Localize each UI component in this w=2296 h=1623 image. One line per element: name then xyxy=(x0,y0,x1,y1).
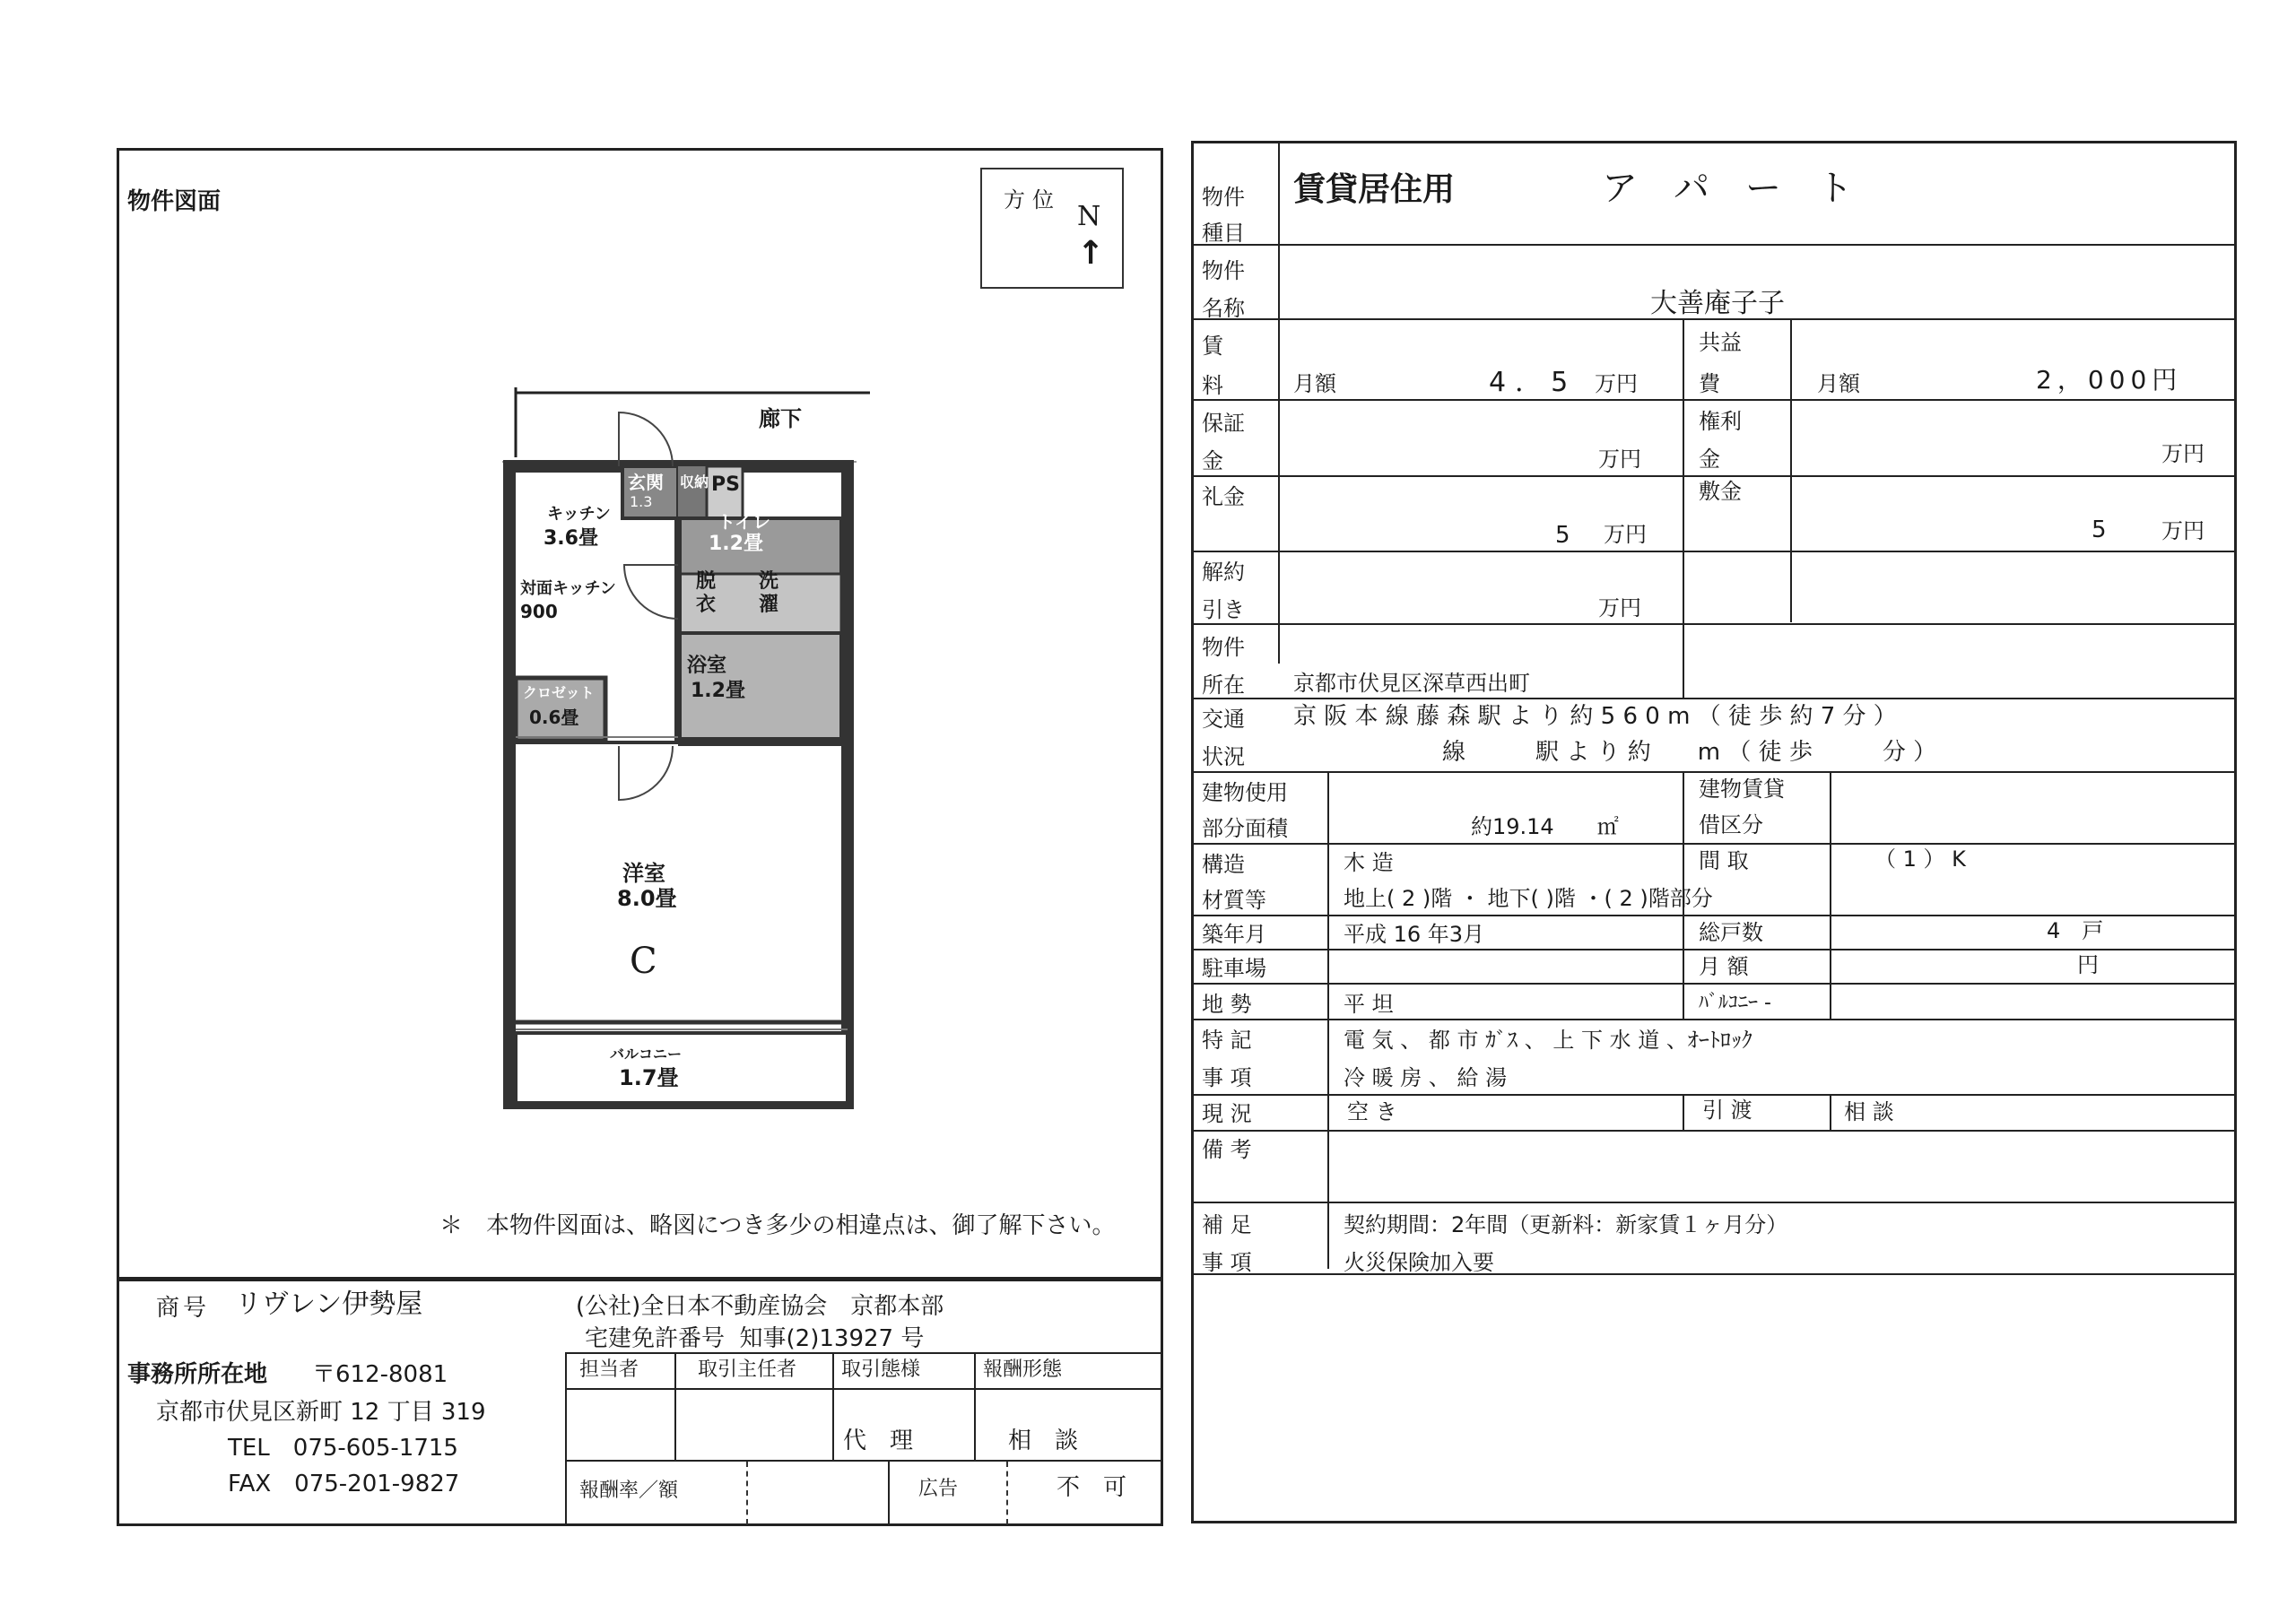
trade-label: 商号 xyxy=(156,1295,211,1322)
fee-form-header: 報酬形態 xyxy=(983,1358,1063,1381)
status-value: 空 き xyxy=(1347,1099,1397,1124)
floors-value: 地上( 2 )階 ・ 地下( )階 ・( 2 )階部分 xyxy=(1344,886,1713,911)
traffic-label-1: 交通 xyxy=(1202,707,1245,732)
western-room-size: 8.0畳 xyxy=(617,886,677,911)
dressing-label-2: 衣 xyxy=(696,594,717,616)
deposit-label-2: 金 xyxy=(1202,448,1223,473)
ps-label: PS xyxy=(711,473,740,496)
office-label: 事務所所在地 xyxy=(127,1361,268,1388)
transaction-mode-header: 取引態様 xyxy=(841,1358,921,1381)
layout-value: （ 1 ） K xyxy=(1874,846,1966,872)
fee-rate-label: 報酬率／額 xyxy=(579,1480,679,1502)
special-label-2: 事 項 xyxy=(1202,1065,1252,1090)
name-label-1: 物件 xyxy=(1202,258,1245,283)
shikikin-value: 5 xyxy=(2092,516,2107,543)
area-label-2: 部分面積 xyxy=(1202,816,1288,841)
dressing-label-1: 脱 xyxy=(696,570,717,593)
association: (公社)全日本不動産協会 京都本部 xyxy=(576,1293,944,1320)
key-money-unit: 万円 xyxy=(2161,441,2205,466)
terrain-value: 平 坦 xyxy=(1344,992,1394,1017)
closet-label: クロゼット xyxy=(523,684,595,701)
entrance-area: 1.3 xyxy=(630,493,653,510)
handover-label: 引 渡 xyxy=(1702,1098,1752,1123)
kitchen-label: キッチン xyxy=(547,505,611,524)
trade-name: リヴレン伊勢屋 xyxy=(235,1289,423,1320)
common-fee-label-2: 費 xyxy=(1699,371,1720,396)
reikin-unit: 万円 xyxy=(1604,522,1647,547)
area-label-1: 建物使用 xyxy=(1202,780,1288,805)
washing-label-1: 洗 xyxy=(759,570,779,593)
bath-size: 1.2畳 xyxy=(691,680,745,702)
property-name: 大善庵子子 xyxy=(1650,288,1785,319)
storage-label: 収納 xyxy=(680,473,709,490)
telephone: TEL 075-605-1715 xyxy=(228,1435,458,1462)
rent-label-2: 料 xyxy=(1202,373,1223,398)
fee-form-value: 相 談 xyxy=(1008,1428,1079,1454)
common-fee-label-1: 共益 xyxy=(1699,330,1742,355)
postal-code: 〒612-8081 xyxy=(312,1361,448,1388)
cancellation-label-1: 解約 xyxy=(1202,560,1245,585)
shikikin-label: 敷金 xyxy=(1699,479,1742,504)
common-fee-value: 2，000円 xyxy=(2036,365,2183,395)
supplement-label-1: 補 足 xyxy=(1202,1212,1252,1237)
office-address: 京都市伏見区新町 12 丁目 319 xyxy=(156,1399,486,1426)
toilet-label: トイレ xyxy=(718,511,770,533)
location-label-2: 所在 xyxy=(1202,673,1245,698)
kitchen-size: 3.6畳 xyxy=(544,527,598,550)
entrance-label: 玄関 xyxy=(628,472,664,493)
traffic-label-2: 状況 xyxy=(1202,744,1245,769)
fax: FAX 075-201-9827 xyxy=(228,1471,460,1497)
lease-type-label-1: 建物賃貸 xyxy=(1699,777,1785,802)
western-room-label: 洋室 xyxy=(622,861,665,886)
key-money-label-2: 金 xyxy=(1699,447,1720,472)
status-label: 現 況 xyxy=(1202,1101,1252,1126)
traffic-route-2: 線 駅 よ り 約 m （ 徒 歩 分 ） xyxy=(1442,739,1937,766)
name-label-2: 名称 xyxy=(1202,296,1245,321)
reikin-label: 礼金 xyxy=(1202,484,1245,509)
rent-label-1: 賃 xyxy=(1202,334,1223,359)
transaction-mode-value: 代 理 xyxy=(843,1428,914,1454)
supplement-notes-1: 契約期間：2年間（更新料：新家賃１ヶ月分） xyxy=(1344,1212,1788,1237)
rent-unit: 万円 xyxy=(1595,371,1638,396)
compass-label: 方位 xyxy=(1004,187,1061,213)
structure-label-2: 材質等 xyxy=(1202,888,1266,913)
property-kind: ア パ ー ト xyxy=(1602,168,1853,209)
supplement-label-2: 事 項 xyxy=(1202,1250,1252,1275)
built-label: 築年月 xyxy=(1202,922,1266,947)
closet-size: 0.6畳 xyxy=(529,707,579,728)
location-label-1: 物件 xyxy=(1202,635,1245,660)
special-label-1: 特 記 xyxy=(1202,1028,1252,1053)
location-value: 京都市伏見区深草西出町 xyxy=(1293,671,1530,696)
lease-type-label-2: 借区分 xyxy=(1699,812,1763,838)
handover-value: 相 談 xyxy=(1844,1099,1894,1124)
area-value: 約19.14 ㎡ xyxy=(1471,814,1619,839)
balcony-field: ﾊﾞﾙｺﾆｰ - xyxy=(1699,992,1771,1014)
key-money-label-1: 権利 xyxy=(1699,409,1742,434)
transaction-chief-header: 取引主任者 xyxy=(698,1358,797,1381)
structure-label-1: 構造 xyxy=(1202,852,1245,877)
structure-value: 木 造 xyxy=(1344,850,1394,875)
traffic-route-1: 京 阪 本 線 藤 森 駅 よ り 約 5 6 0 m （ 徒 歩 約 7 分 ） xyxy=(1293,703,1897,730)
north-arrow-icon: ↑ xyxy=(1077,235,1105,272)
washing-label-2: 濯 xyxy=(759,594,779,616)
corridor-label: 廊下 xyxy=(759,406,802,431)
balcony-label: バルコニー xyxy=(610,1046,683,1063)
parking-unit: 円 xyxy=(2077,952,2099,977)
deposit-unit: 万円 xyxy=(1598,447,1641,472)
parking-label: 駐車場 xyxy=(1202,956,1266,981)
rent-month-label: 月額 xyxy=(1293,371,1336,396)
built-value: 平成 16 年3月 xyxy=(1344,922,1485,947)
parking-month-label: 月 額 xyxy=(1699,954,1749,979)
advertising-value: 不 可 xyxy=(1057,1474,1127,1501)
panel-heading: 物件図面 xyxy=(127,188,222,215)
rent-value: 4．5 xyxy=(1489,367,1578,398)
advertising-label: 広告 xyxy=(918,1478,959,1500)
special-notes-1: 電 気 、 都 市 ｶﾞｽ 、 上 下 水 道 、ｵｰﾄﾛｯｸ xyxy=(1344,1028,1752,1053)
remarks-label: 備 考 xyxy=(1202,1137,1252,1162)
disclaimer-note: ＊ 本物件図面は、略図につき多少の相違点は、御了解下さい。 xyxy=(439,1212,1116,1239)
special-notes-2: 冷 暖 房 、 給 湯 xyxy=(1344,1065,1508,1090)
toilet-size: 1.2畳 xyxy=(709,533,763,555)
common-fee-month-label: 月額 xyxy=(1817,371,1860,396)
counter-width: 900 xyxy=(520,601,558,622)
license-number: 宅建免許番号 知事(2)13927 号 xyxy=(585,1325,925,1352)
deposit-label-1: 保証 xyxy=(1202,411,1245,436)
cancellation-label-2: 引き xyxy=(1202,597,1245,622)
type-label-2: 種目 xyxy=(1202,221,1245,246)
cancellation-unit: 万円 xyxy=(1598,595,1641,621)
layout-label: 間 取 xyxy=(1699,848,1749,873)
terrain-label: 地 勢 xyxy=(1202,992,1252,1017)
type-label-1: 物件 xyxy=(1202,185,1245,210)
compass-north: N xyxy=(1077,201,1101,232)
counter-kitchen-label: 対面キッチン xyxy=(520,579,616,598)
shikikin-unit: 万円 xyxy=(2161,518,2205,543)
supplement-notes-2: 火災保険加入要 xyxy=(1344,1250,1494,1275)
units-label: 総戸数 xyxy=(1699,920,1763,945)
compass xyxy=(980,168,1124,289)
person-in-charge-header: 担当者 xyxy=(579,1358,639,1381)
reikin-value: 5 xyxy=(1555,522,1570,549)
unit-type-letter: C xyxy=(630,941,657,982)
property-type: 賃貸居住用 xyxy=(1293,171,1456,208)
balcony-size: 1.7畳 xyxy=(619,1065,679,1090)
units-value: 4 戸 xyxy=(2047,918,2104,943)
bath-label: 浴室 xyxy=(687,655,727,677)
